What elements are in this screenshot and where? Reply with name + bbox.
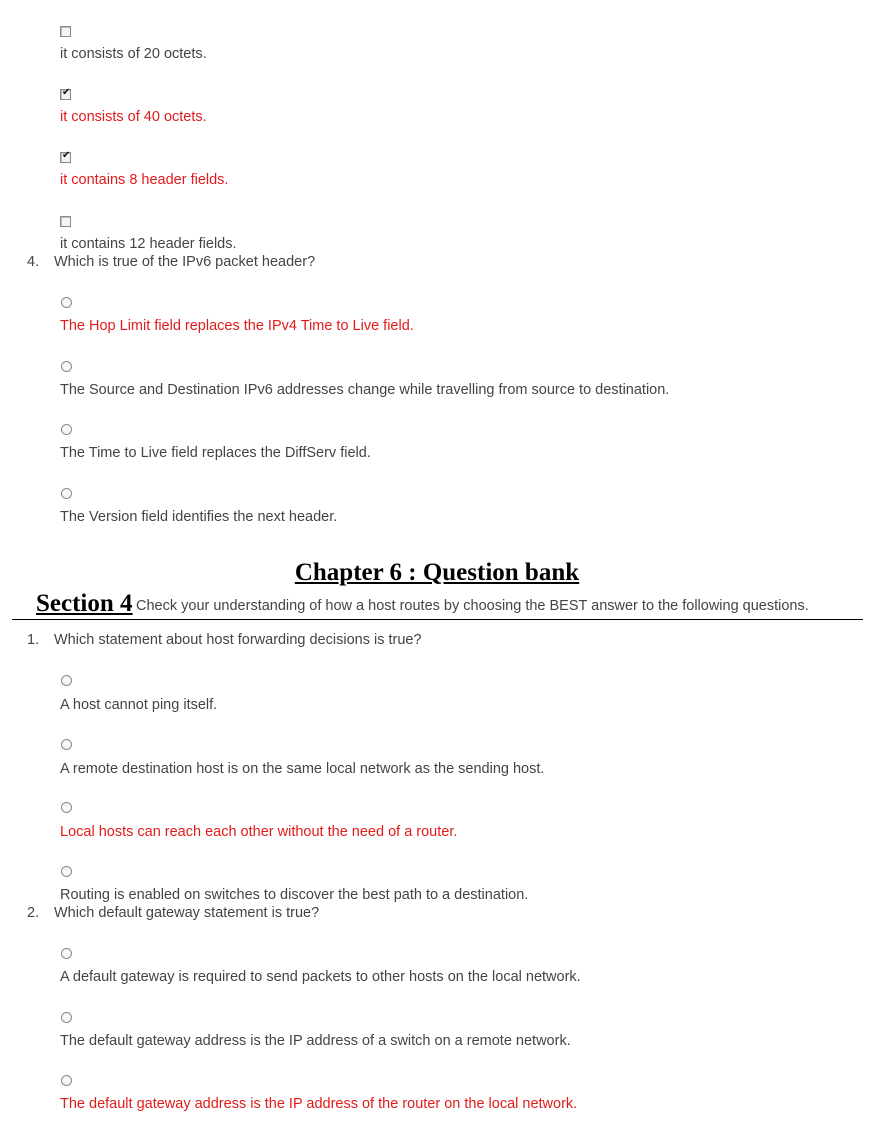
checkbox-checked[interactable] bbox=[60, 89, 71, 100]
divider bbox=[12, 619, 863, 620]
question-text: Which default gateway statement is true? bbox=[54, 905, 320, 921]
radio-button[interactable] bbox=[61, 297, 72, 308]
checkbox-checked[interactable] bbox=[60, 152, 71, 163]
question-number: 1. bbox=[27, 632, 40, 648]
checkmark-icon: ✔ bbox=[62, 87, 71, 98]
radio-button[interactable] bbox=[61, 424, 72, 435]
option-text: it consists of 40 octets. bbox=[60, 109, 207, 125]
question-4 bbox=[27, 254, 315, 271]
section-intro: Check your understanding of how a host routes by choosing the BEST answer to the following questions. bbox=[136, 598, 809, 614]
radio-button[interactable] bbox=[61, 675, 72, 686]
option-text: it contains 12 header fields. bbox=[60, 236, 237, 252]
option-text: The Hop Limit field replaces the IPv4 Time to Live field. bbox=[60, 318, 414, 334]
question-1 bbox=[27, 632, 422, 649]
question-text: Which is true of the IPv6 packet header? bbox=[54, 254, 316, 270]
radio-button[interactable] bbox=[61, 948, 72, 959]
option-text: The Time to Live field replaces the DiffServ field. bbox=[60, 445, 371, 461]
option-text: The Version field identifies the next header. bbox=[60, 509, 338, 525]
radio-button[interactable] bbox=[61, 1012, 72, 1023]
option-text: it consists of 20 octets. bbox=[60, 46, 207, 62]
option-text: it contains 8 header fields. bbox=[60, 172, 229, 188]
checkmark-icon: ✔ bbox=[62, 150, 71, 161]
option-text: Routing is enabled on switches to discover the best path to a destination. bbox=[60, 887, 529, 903]
option-text: The default gateway address is the IP address of the router on the local network. bbox=[60, 1096, 578, 1112]
radio-button[interactable] bbox=[61, 361, 72, 372]
question-number: 4. bbox=[27, 254, 40, 270]
question-2 bbox=[27, 905, 319, 922]
section-label: Section 4 bbox=[36, 590, 133, 617]
checkbox[interactable] bbox=[60, 26, 71, 37]
radio-button[interactable] bbox=[61, 1075, 72, 1086]
option-text: The default gateway address is the IP address of a switch on a remote network. bbox=[60, 1033, 571, 1049]
option-text: A host cannot ping itself. bbox=[60, 697, 218, 713]
option-text: A default gateway is required to send packets to other hosts on the local network. bbox=[60, 969, 581, 985]
checkbox[interactable] bbox=[60, 216, 71, 227]
chapter-title: Chapter 6 : Question bank bbox=[294, 559, 580, 586]
radio-button[interactable] bbox=[61, 866, 72, 877]
radio-button[interactable] bbox=[61, 488, 72, 499]
question-number: 2. bbox=[27, 905, 40, 921]
option-text: A remote destination host is on the same local network as the sending host. bbox=[60, 761, 545, 777]
option-text: Local hosts can reach each other without the need of a router. bbox=[60, 824, 458, 840]
radio-button[interactable] bbox=[61, 739, 72, 750]
question-text: Which statement about host forwarding decisions is true? bbox=[54, 632, 422, 648]
radio-button[interactable] bbox=[61, 802, 72, 813]
option-text: The Source and Destination IPv6 addresses change while travelling from source to destination. bbox=[60, 382, 670, 398]
